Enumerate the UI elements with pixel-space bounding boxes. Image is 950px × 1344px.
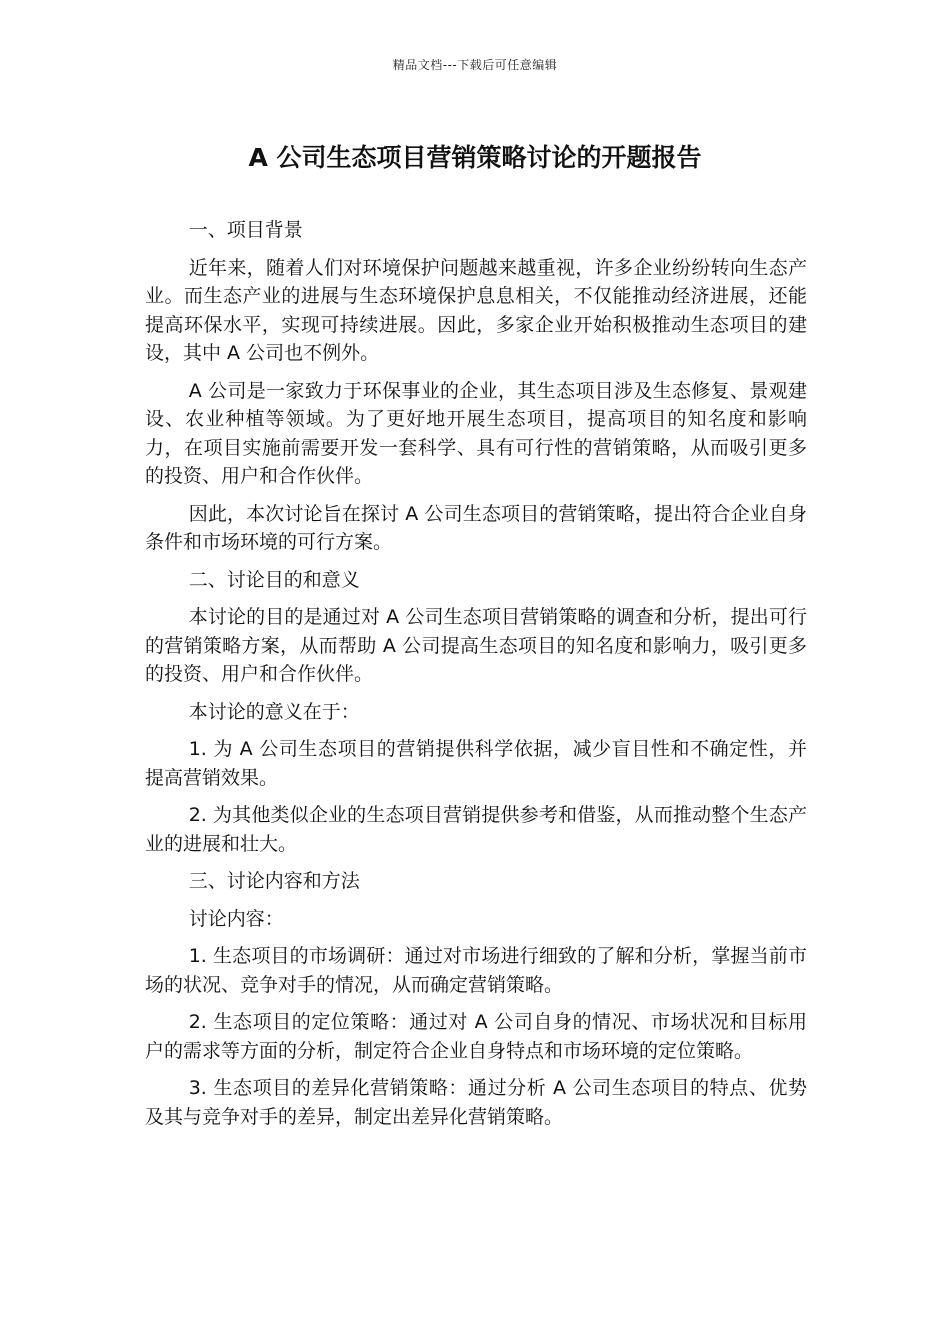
document-title: A 公司生态项目营销策略讨论的开题报告	[248, 143, 702, 172]
list-item: 1. 生态项目的市场调研：通过对市场进行细致的了解和分析，掌握当前市场的状况、竞争对手的情况，从而确定营销策略。	[145, 945, 807, 996]
paragraph: A 公司是一家致力于环保事业的企业，其生态项目涉及生态修复、景观建设、农业种植等领域。为了更好地开展生态项目，提高项目的知名度和影响力，在项目实施前需要开发一套科学、具有可行性的营销策略，从而吸引更多的投资、用户和合作伙伴。	[145, 379, 807, 487]
list-item: 3. 生态项目的差异化营销策略：通过分析 A 公司生态项目的特点、优势及其与竞争对手的差异，制定出差异化营销策略。	[145, 1077, 807, 1128]
paragraph: 本讨论的意义在于：	[188, 700, 360, 723]
paragraph: 讨论内容：	[188, 907, 284, 930]
list-item: 2. 为其他类似企业的生态项目营销提供参考和借鉴，从而推动整个生态产业的进展和壮大。	[145, 804, 807, 855]
paragraph: 因此，本次讨论旨在探讨 A 公司生态项目的营销策略，提出符合企业自身条件和市场环境的可行方案。	[145, 502, 807, 553]
section-heading-content-methods: 三、讨论内容和方法	[188, 870, 360, 892]
paragraph: 近年来，随着人们对环境保护问题越来越重视，许多企业纷纷转向生态产业。而生态产业的进展与生态环境保护息息相关，不仅能推动经济进展，还能提高环保水平，实现可持续进展。因此，多家企业开始积极推动生态项目的建设，其中 A 公司也不例外。	[145, 256, 807, 364]
section-heading-background: 一、项目背景	[188, 219, 303, 241]
paragraph: 本讨论的目的是通过对 A 公司生态项目营销策略的调查和分析，提出可行的营销策略方案，从而帮助 A 公司提高生态项目的知名度和影响力，吸引更多的投资、用户和合作伙伴。	[145, 606, 807, 685]
document-body	[145, 216, 807, 1140]
list-item: 2. 生态项目的定位策略：通过对 A 公司自身的情况、市场状况和目标用户的需求等方面的分析，制定符合企业自身特点和市场环境的定位策略。	[145, 1011, 807, 1062]
list-item: 1. 为 A 公司生态项目的营销提供科学依据，减少盲目性和不确定性，并提高营销效果。	[145, 738, 807, 789]
section-heading-purpose: 二、讨论目的和意义	[188, 568, 360, 591]
page-header-note: 精品文档---下载后可任意编辑	[392, 58, 558, 72]
